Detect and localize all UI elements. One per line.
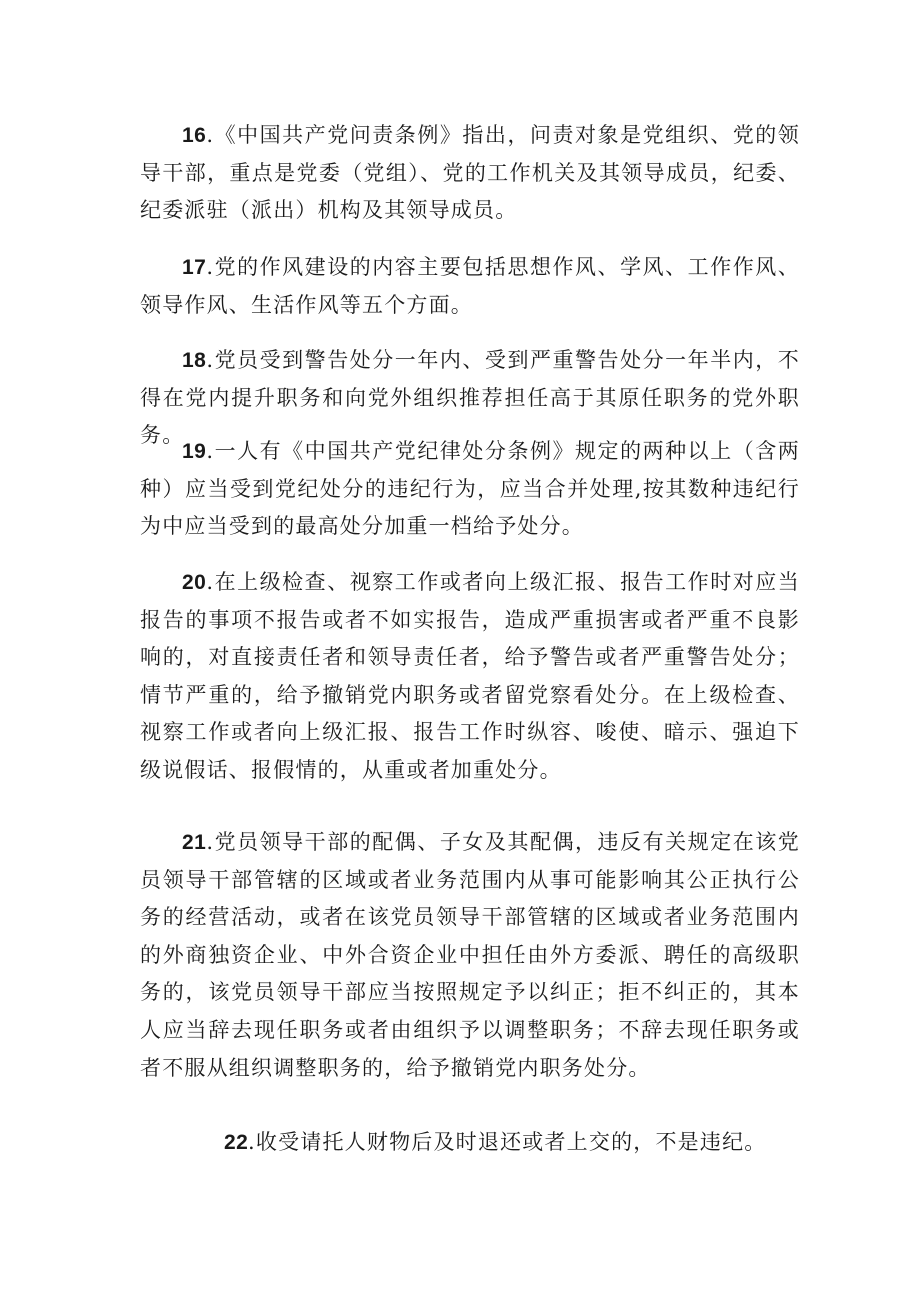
item-text: .收受请托人财物后及时退还或者上交的，不是违纪。 [248, 1130, 767, 1154]
item-number: 18 [182, 349, 207, 372]
list-item-17 [140, 249, 800, 324]
list-item-22 [140, 1124, 800, 1162]
item-text: .党员领导干部的配偶、子女及其配偶，违反有关规定在该党员领导干部管辖的区域或者业务范围内从事可能影响其公正执行公务的经营活动，或者在该党员领导干部管辖的区域或者业务范围内的外商独资企业、中外合资企业中担任由外方委派、聘任的高级职务的，该党员领导干部应当按照规定予以纠正；拒不纠正的，其本人应当辞去现任职务或者由组织予以调整职务；不辞去现任职务或者不服从组织调整职务的，给予撤销党内职务处分。 [140, 830, 800, 1080]
list-item-20 [140, 564, 800, 790]
list-item-21 [140, 824, 800, 1087]
item-text: .党员受到警告处分一年内、受到严重警告处分一年半内，不得在党内提升职务和向党外组织推荐担任高于其原任职务的党外职务。 [140, 348, 800, 448]
item-number: 16 [182, 124, 207, 147]
item-text: .一人有《中国共产党纪律处分条例》规定的两种以上（含两种）应当受到党纪处分的违纪行为，应当合并处理,按其数种违纪行为中应当受到的最高处分加重一档给予处分。 [140, 439, 800, 539]
item-number: 21 [182, 831, 207, 854]
item-text: .《中国共产党问责条例》指出，问责对象是党组织、党的领导干部，重点是党委（党组）、党的工作机关及其领导成员，纪委、纪委派驻（派出）机构及其领导成员。 [140, 123, 800, 223]
item-number: 17 [182, 256, 207, 279]
item-text: .在上级检查、视察工作或者向上级汇报、报告工作时对应当报告的事项不报告或者不如实报告，造成严重损害或者严重不良影响的，对直接责任者和领导责任者，给予警告或者严重警告处分；情节严重的，给予撤销党内职务或者留党察看处分。在上级检查、视察工作或者向上级汇报、报告工作时纵容、唆使、暗示、强迫下级说假话、报假情的，从重或者加重处分。 [140, 570, 800, 782]
list-item-16 [140, 117, 800, 230]
item-number: 19 [182, 440, 207, 463]
item-number: 20 [182, 571, 207, 594]
item-text: .党的作风建设的内容主要包括思想作风、学风、工作作风、领导作风、生活作风等五个方面。 [140, 255, 800, 317]
list-item-19 [140, 433, 800, 546]
item-number: 22 [224, 1131, 249, 1154]
